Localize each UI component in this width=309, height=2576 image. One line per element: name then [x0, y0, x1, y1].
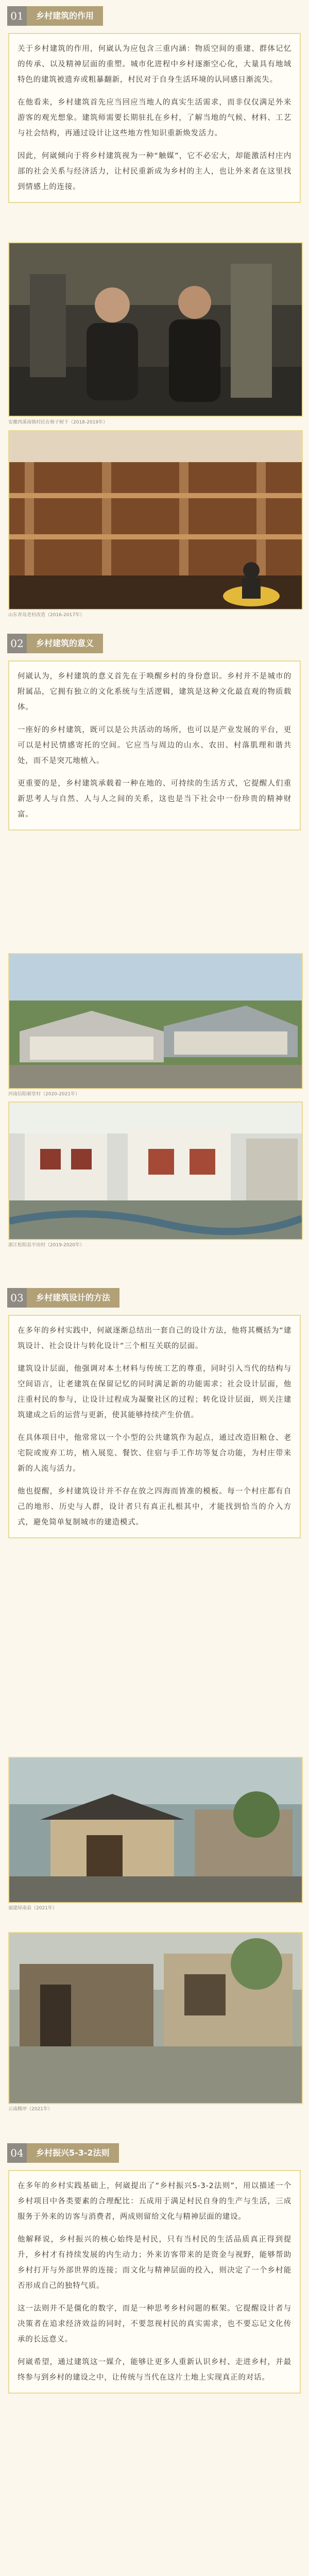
stone-garden-photo: [8, 1932, 303, 2104]
paragraph: 这一法则并不是僵化的数字，而是一种思考乡村问题的框架。它提醒设计者与决策者在追求经济效益的同时，不要忽视村民的真实需求，也不要忘记文化传承的长远意义。: [18, 2304, 291, 2344]
paragraph: 他也提醒，乡村建筑设计并不存在放之四海而皆准的模板。每一个村庄都有自己的地形、历史与人群，设计者只有真正扎根其中，才能找到恰当的介入方式，避免简单复制城市的建造模式。: [18, 1487, 291, 1527]
paragraph: 在多年的乡村实践基础上，何崴提出了“乡村振兴5-3-2法则”，用以描述一个乡村项目中各类要素的合理配比：五成用于满足村民自身的生产与生活，三成服务于外来的访客与消费者，两成则留给文化与精神层面的建设。: [18, 2182, 291, 2221]
paragraph: 他解释说，乡村振兴的核心始终是村民，只有当村民的生活品质真正得到提升，乡村才有持续发展的内生动力；外来访客带来的是资金与视野，能够帮助乡村打开与外部世界的连接；而文化与精神层面的投入，则决定了一个乡村能否形成自己的独特气质。: [18, 2235, 291, 2290]
photo-caption: 安徽西溪南镇村民在柿子树下（2018-2019年）: [8, 420, 108, 425]
section-1-text: [8, 33, 301, 203]
village-aerial-photo: [8, 953, 303, 1089]
section-3-header: [7, 1288, 309, 1308]
paragraph: 更重要的是，乡村建筑承载着一种在地的、可持续的生活方式，它提醒人们重新思考人与自然、人与人之间的关系，这也是当下社会中一份珍贵的精神财富。: [18, 779, 291, 819]
section-title: 乡村建筑设计的方法: [27, 1288, 119, 1308]
paragraph: 在多年的乡村实践中，何崴逐渐总结出一套自己的设计方法，他将其概括为“建筑设计、社会设计与转化设计”三个相互关联的层面。: [18, 1327, 291, 1350]
villagers-photo: [8, 242, 303, 417]
photo-caption: 山东青岛老村改造（2016-2017年）: [8, 613, 85, 618]
paragraph: 建筑设计层面，他强调对本土材料与传统工艺的尊重，同时引入当代的结构与空间语言，让老建筑在保留记忆的同时满足新的功能需求；社会设计层面，他注重村民的参与，让设计过程成为凝聚社区的过程；转化设计层面，则关注建筑建成之后的运营与更新，使其能够持续产生价值。: [18, 1365, 291, 1419]
photo-caption: 云南腾冲（2021年）: [8, 2107, 53, 2112]
paragraph: 一座好的乡村建筑，既可以是公共活动的场所，也可以是产业发展的平台，更可以是村民情感寄托的空间。它应当与周边的山水、农田、村落肌理和谐共处，而不是突兀地植入。: [18, 726, 291, 765]
section-number: 02: [7, 634, 27, 653]
paragraph: 因此，何崴倾向于将乡村建筑视为一种“触媒”，它不必宏大，却能激活村庄内部的社会关系与经济活力，让村民重新成为乡村的主人，也让外来者在这里找到情感上的连接。: [18, 152, 291, 191]
section-2-header: [7, 634, 309, 653]
wooden-interior-photo: [8, 430, 303, 610]
section-title: 乡村建筑的作用: [27, 6, 103, 26]
section-number: 04: [7, 2143, 27, 2163]
paragraph: 在具体项目中，他常常以一个小型的公共建筑作为起点，通过改造旧粮仓、老宅院或废弃工坊，植入展览、餐饮、住宿与手工作坊等复合功能，为村庄带来新的人流与活力。: [18, 1434, 291, 1473]
section-3: [0, 1288, 309, 2143]
paragraph: 关于乡村建筑的作用，何崴认为应包含三重内涵：物质空间的重建、群体记忆的传承、以及精神层面的重塑。城市化进程中乡村逐渐空心化，大量具有地域特色的建筑被遗弃或粗暴翻新，村民对于自身生活环境的认同感日渐流失。: [18, 45, 291, 84]
section-1: [0, 0, 309, 670]
section-2: [0, 634, 309, 1288]
section-title: 乡村建筑的意义: [27, 634, 103, 653]
photo-caption: 浙江松阳县平田村（2019-2020年）: [8, 1243, 85, 1248]
paragraph: 在他看来，乡村建筑首先应当回应当地人的真实生活需求，而非仅仅满足外来游客的观光想象。建筑师需要长期驻扎在乡村，了解当地的气候、材料、工艺与社会结构，再通过设计让这些地方性知识重新焕发活力。: [18, 98, 291, 138]
paragraph: 何崴认为，乡村建筑的意义首先在于唤醒乡村的身份意识。乡村并不是城市的附属品，它拥有独立的文化系统与生活逻辑，建筑是这种文化最直观的物质载体。: [18, 672, 291, 711]
section-1-header: [7, 6, 309, 26]
section-3-text: [8, 1315, 301, 1538]
section-number: 03: [7, 1288, 27, 1308]
photo-caption: 福建屏南县（2021年）: [8, 1906, 57, 1911]
section-title: 乡村振兴5-3-2法则: [27, 2143, 119, 2163]
section-4: [0, 2143, 309, 2576]
section-4-text: [8, 2170, 301, 2394]
section-4-header: [7, 2143, 309, 2163]
section-2-text: [8, 660, 301, 831]
village-street-photo: [8, 1101, 303, 1240]
paragraph: 何崴希望，通过建筑这一媒介，能够让更多人重新认识乡村、走进乡村，并最终参与到乡村的建设之中，让传统与当代在这片土地上实现真正的对话。: [18, 2358, 291, 2382]
section-number: 01: [7, 6, 27, 26]
courtyard-photo: [8, 1757, 303, 1903]
photo-caption: 河南信阳郝堂村（2020-2021年）: [8, 1092, 80, 1097]
